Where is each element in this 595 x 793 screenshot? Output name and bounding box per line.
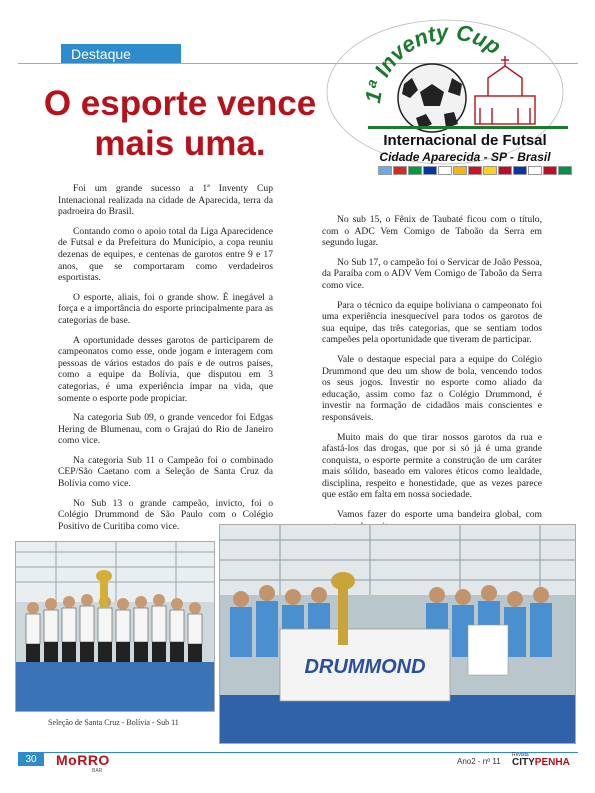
revista-label: Revista	[512, 752, 529, 758]
paragraph: A oportunidade desses garotos de participarem de campeonatos como esse, onde jogam e interagem com pessoas de vários estados do país e de outros países, como a equipe da Bolívia, que disputou em 3 categorias, é uma experiência ímpar na vida, que somente o esporte pode propiciar.	[58, 334, 273, 404]
morro-bar-sub: BAR	[92, 768, 103, 774]
logo-title: 1ª Inventy Cup	[359, 19, 506, 105]
banner-text: DRUMMOND	[304, 656, 426, 678]
page-number: 30	[18, 753, 44, 766]
paragraph: O esporte, aliais, foi o grande show. É inegável a força e a importância do esporte principalmente para as categorias de base.	[58, 291, 273, 326]
article-column-left	[58, 183, 273, 540]
flag-icon	[408, 166, 422, 175]
section-tab	[61, 44, 181, 64]
paragraph: No Sub 13 o grande campeão, invicto, foi o Colégio Drummond de São Paulo com o Colégio Positivo de Curitiba como vice.	[58, 497, 273, 532]
paragraph: No Sub 17, o campeão foi o Servicar de João Pessoa, da Paraíba com o ADV Vem Comigo de Taboão da Serra como vice.	[322, 256, 542, 291]
paragraph: No sub 15, o Fênix de Taubaté ficou com o título, com o ADC Vem Comigo de Taboão da Serra em segundo lugar.	[322, 214, 542, 249]
flag-icon	[438, 166, 452, 175]
country-flags	[378, 166, 572, 175]
flag-icon	[453, 166, 467, 175]
headline	[30, 84, 330, 164]
flag-icon	[528, 166, 542, 175]
flag-icon	[498, 166, 512, 175]
flag-icon	[378, 166, 392, 175]
flag-icon	[543, 166, 557, 175]
paragraph: Foi um grande sucesso a 1ª Inventy Cup Intenacional realizada na cidade de Aparecida, terra da padroeira do Brasil.	[58, 183, 273, 218]
city-penha-logo	[512, 757, 570, 768]
flag-icon	[483, 166, 497, 175]
morro-bar-logo: MoRRO	[56, 752, 110, 768]
section-label: Destaque	[71, 46, 131, 62]
paragraph: Contando como o apoio total da Liga Aparecidence de Futsal e da Prefeitura do Município, a copa reuniu dezenas de equipes, e centenas de garotos entre 9 e 17 anos, que se comportaram como verdadeiros esportistas.	[58, 225, 273, 284]
logo-subtitle-1: Internacional de Futsal	[383, 132, 547, 149]
team-photo-drummond	[219, 524, 576, 744]
flag-icon	[393, 166, 407, 175]
team-photo-bolivia	[15, 541, 215, 712]
flag-icon	[513, 166, 527, 175]
article-column-right	[322, 214, 542, 540]
paragraph: Na categoria Sub 09, o grande vencedor foi Edgas Hering de Blumenau, com o Grajaú do Rio de Janeiro como vice.	[58, 412, 273, 447]
headline-line-1: O esporte vence	[43, 84, 317, 123]
flag-icon	[468, 166, 482, 175]
penha-text: PENHA	[534, 757, 570, 768]
paragraph: Vale o destaque especial para a equipe do Colégio Drummond que deu um show de bola, vencendo todos os seus jogos. Investir no esporte como aliado da educação, assim como faz o Colégio Drummond, é investir na formação de cidadãos mais conscientes e responsáveis.	[322, 353, 542, 423]
paragraph: Muito mais do que tirar nossos garotos da rua e afastá-los das drogas, que por si só já é uma grande conquista, o esporte permite a construção de um caráter mais sólido, baseado em valores éticos como lealdade, disciplina, respeito e honestidade, que as vezes parece que estão em falta em nossa sociedade.	[322, 431, 542, 501]
paragraph: Para o técnico da equipe boliviana o campeonato foi uma experiência inesquecível para todos os garotos de sua equipe, das três categorias, que se sentiam todos campeões pela oportunidade que tiveram de participar.	[322, 299, 542, 346]
photo-caption: Seleção de Santa Cruz - Bolívia - Sub 11	[48, 718, 179, 727]
paragraph: Na categoria Sub 11 o Campeão foi o combinado CEP/São Caetano com a Seleção de Santa Cruz da Bolívia como vice.	[58, 454, 273, 490]
headline-line-2: mais uma.	[94, 124, 266, 163]
issue-label: Ano2 - nº 11	[457, 757, 501, 766]
flag-icon	[558, 166, 572, 175]
flag-icon	[423, 166, 437, 175]
city-text: CITY	[512, 757, 535, 768]
logo-subtitle-2: Cidade Aparecida - SP - Brasil	[379, 150, 551, 164]
paragraph: Vamos fazer do esporte uma bandeira global, com	[337, 509, 542, 521]
